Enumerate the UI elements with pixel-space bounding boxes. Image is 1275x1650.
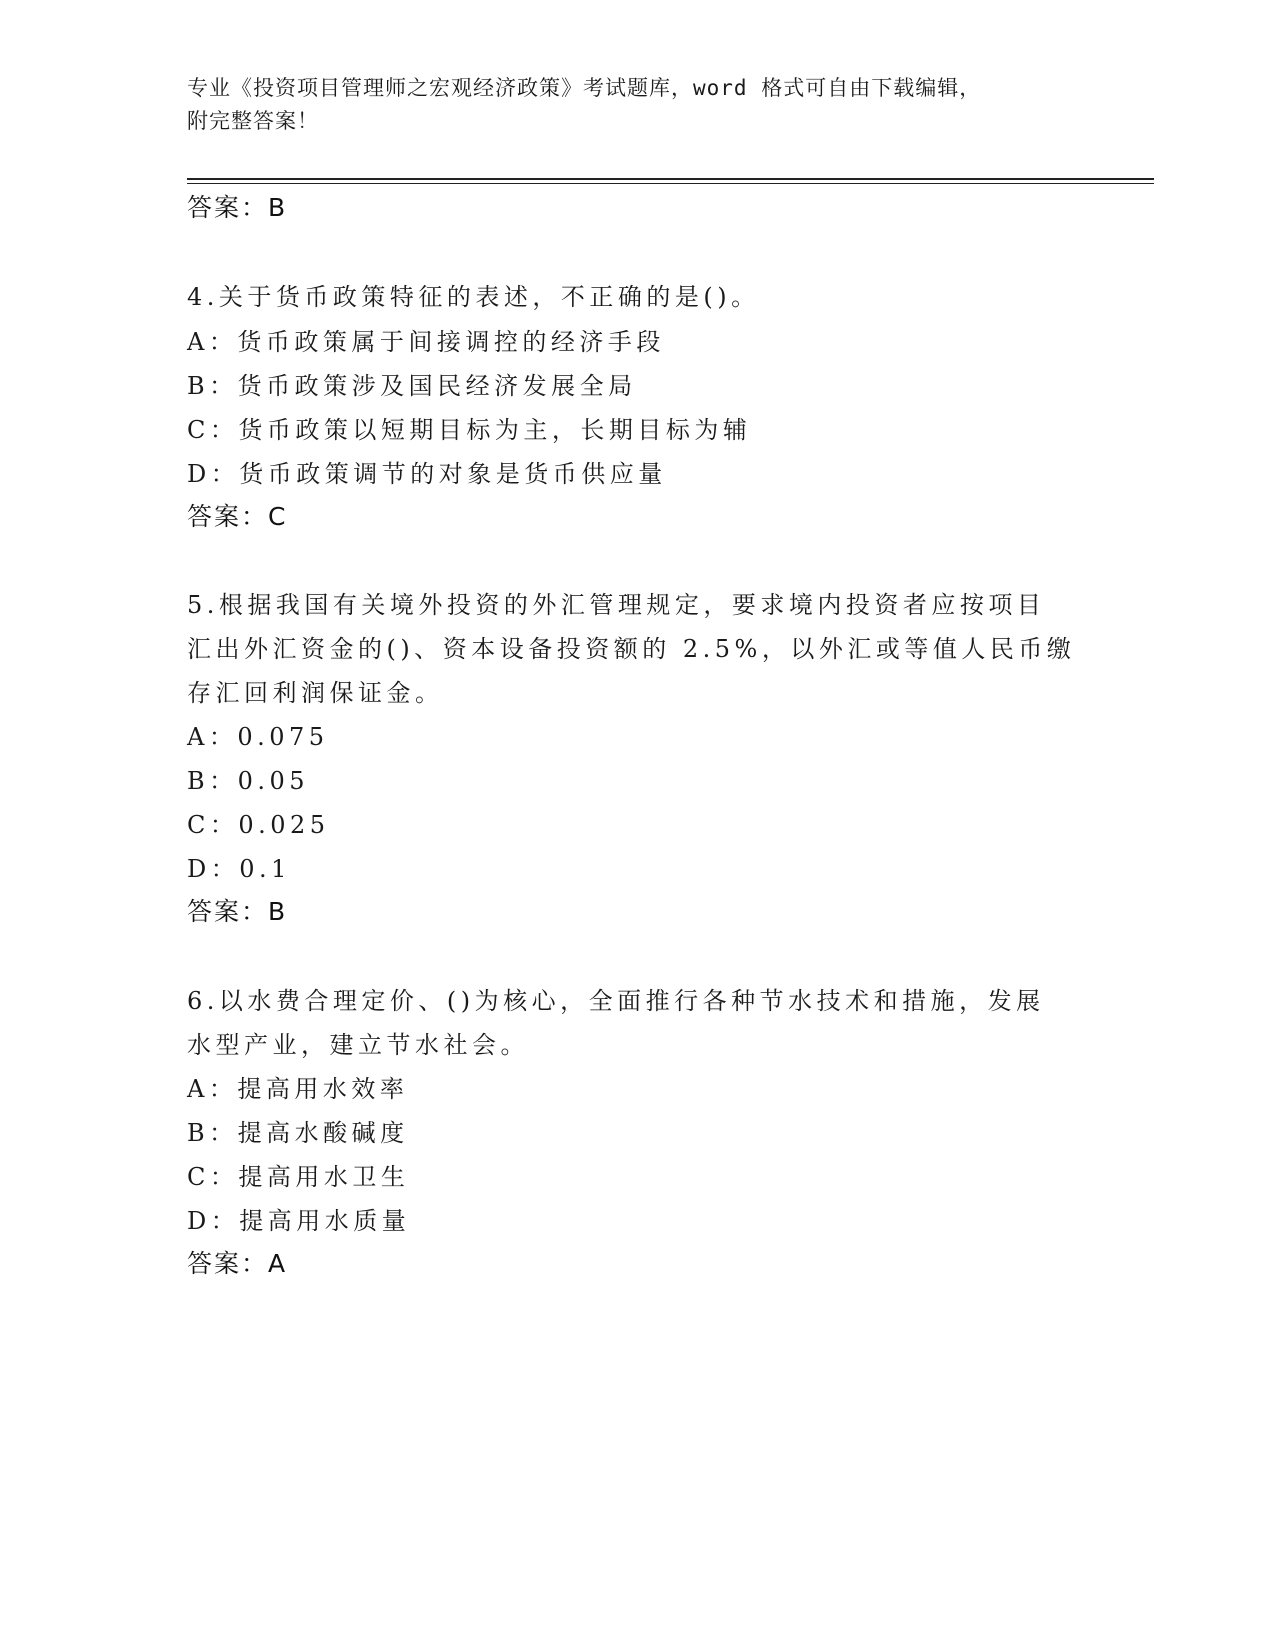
header-divider-thick (187, 178, 1154, 180)
header-line-2: 附完整答案！ (187, 109, 319, 133)
question-4-stem: 4.关于货币政策特征的表述，不正确的是()。 (187, 283, 760, 311)
question-5-answer: 答案：B (187, 897, 288, 926)
question-6-stem-line-2: 水型产业，建立节水社会。 (187, 1031, 529, 1059)
question-4-option-b: B：货币政策涉及国民经济发展全局 (187, 372, 637, 400)
question-5-option-b: B：0.05 (187, 767, 310, 795)
question-6-stem-line-1: 6.以水费合理定价、()为核心，全面推行各种节水技术和措施，发展 (187, 987, 1045, 1015)
question-5-stem-line-3: 存汇回利润保证金。 (187, 679, 444, 707)
question-5-stem-line-2: 汇出外汇资金的()、资本设备投资额的 2.5%，以外汇或等值人民币缴 (187, 635, 1076, 663)
question-6-option-c: C：提高用水卫生 (187, 1163, 410, 1191)
document-header-note (187, 72, 1087, 138)
question-6-option-d: D：提高用水质量 (187, 1207, 411, 1235)
question-4-answer: 答案：C (187, 502, 288, 531)
question-6-option-a: A：提高用水效率 (187, 1075, 409, 1103)
question-5-option-c: C：0.025 (187, 811, 330, 839)
header-line-1: 专业《投资项目管理师之宏观经济政策》考试题库，word 格式可自由下载编辑， (187, 76, 982, 100)
question-5-stem-line-1: 5.根据我国有关境外投资的外汇管理规定，要求境内投资者应按项目 (187, 591, 1046, 619)
question-4-option-c: C：货币政策以短期目标为主，长期目标为辅 (187, 416, 752, 444)
header-divider-thin (187, 183, 1154, 184)
answer-previous-question: 答案：B (187, 193, 288, 222)
question-6-answer: 答案：A (187, 1249, 288, 1278)
question-4-option-a: A：货币政策属于间接调控的经济手段 (187, 328, 665, 356)
question-6-option-b: B：提高水酸碱度 (187, 1119, 409, 1147)
question-5-option-d: D：0.1 (187, 855, 291, 883)
question-4-option-d: D：货币政策调节的对象是货币供应量 (187, 460, 667, 488)
question-5-option-a: A：0.075 (187, 723, 329, 751)
